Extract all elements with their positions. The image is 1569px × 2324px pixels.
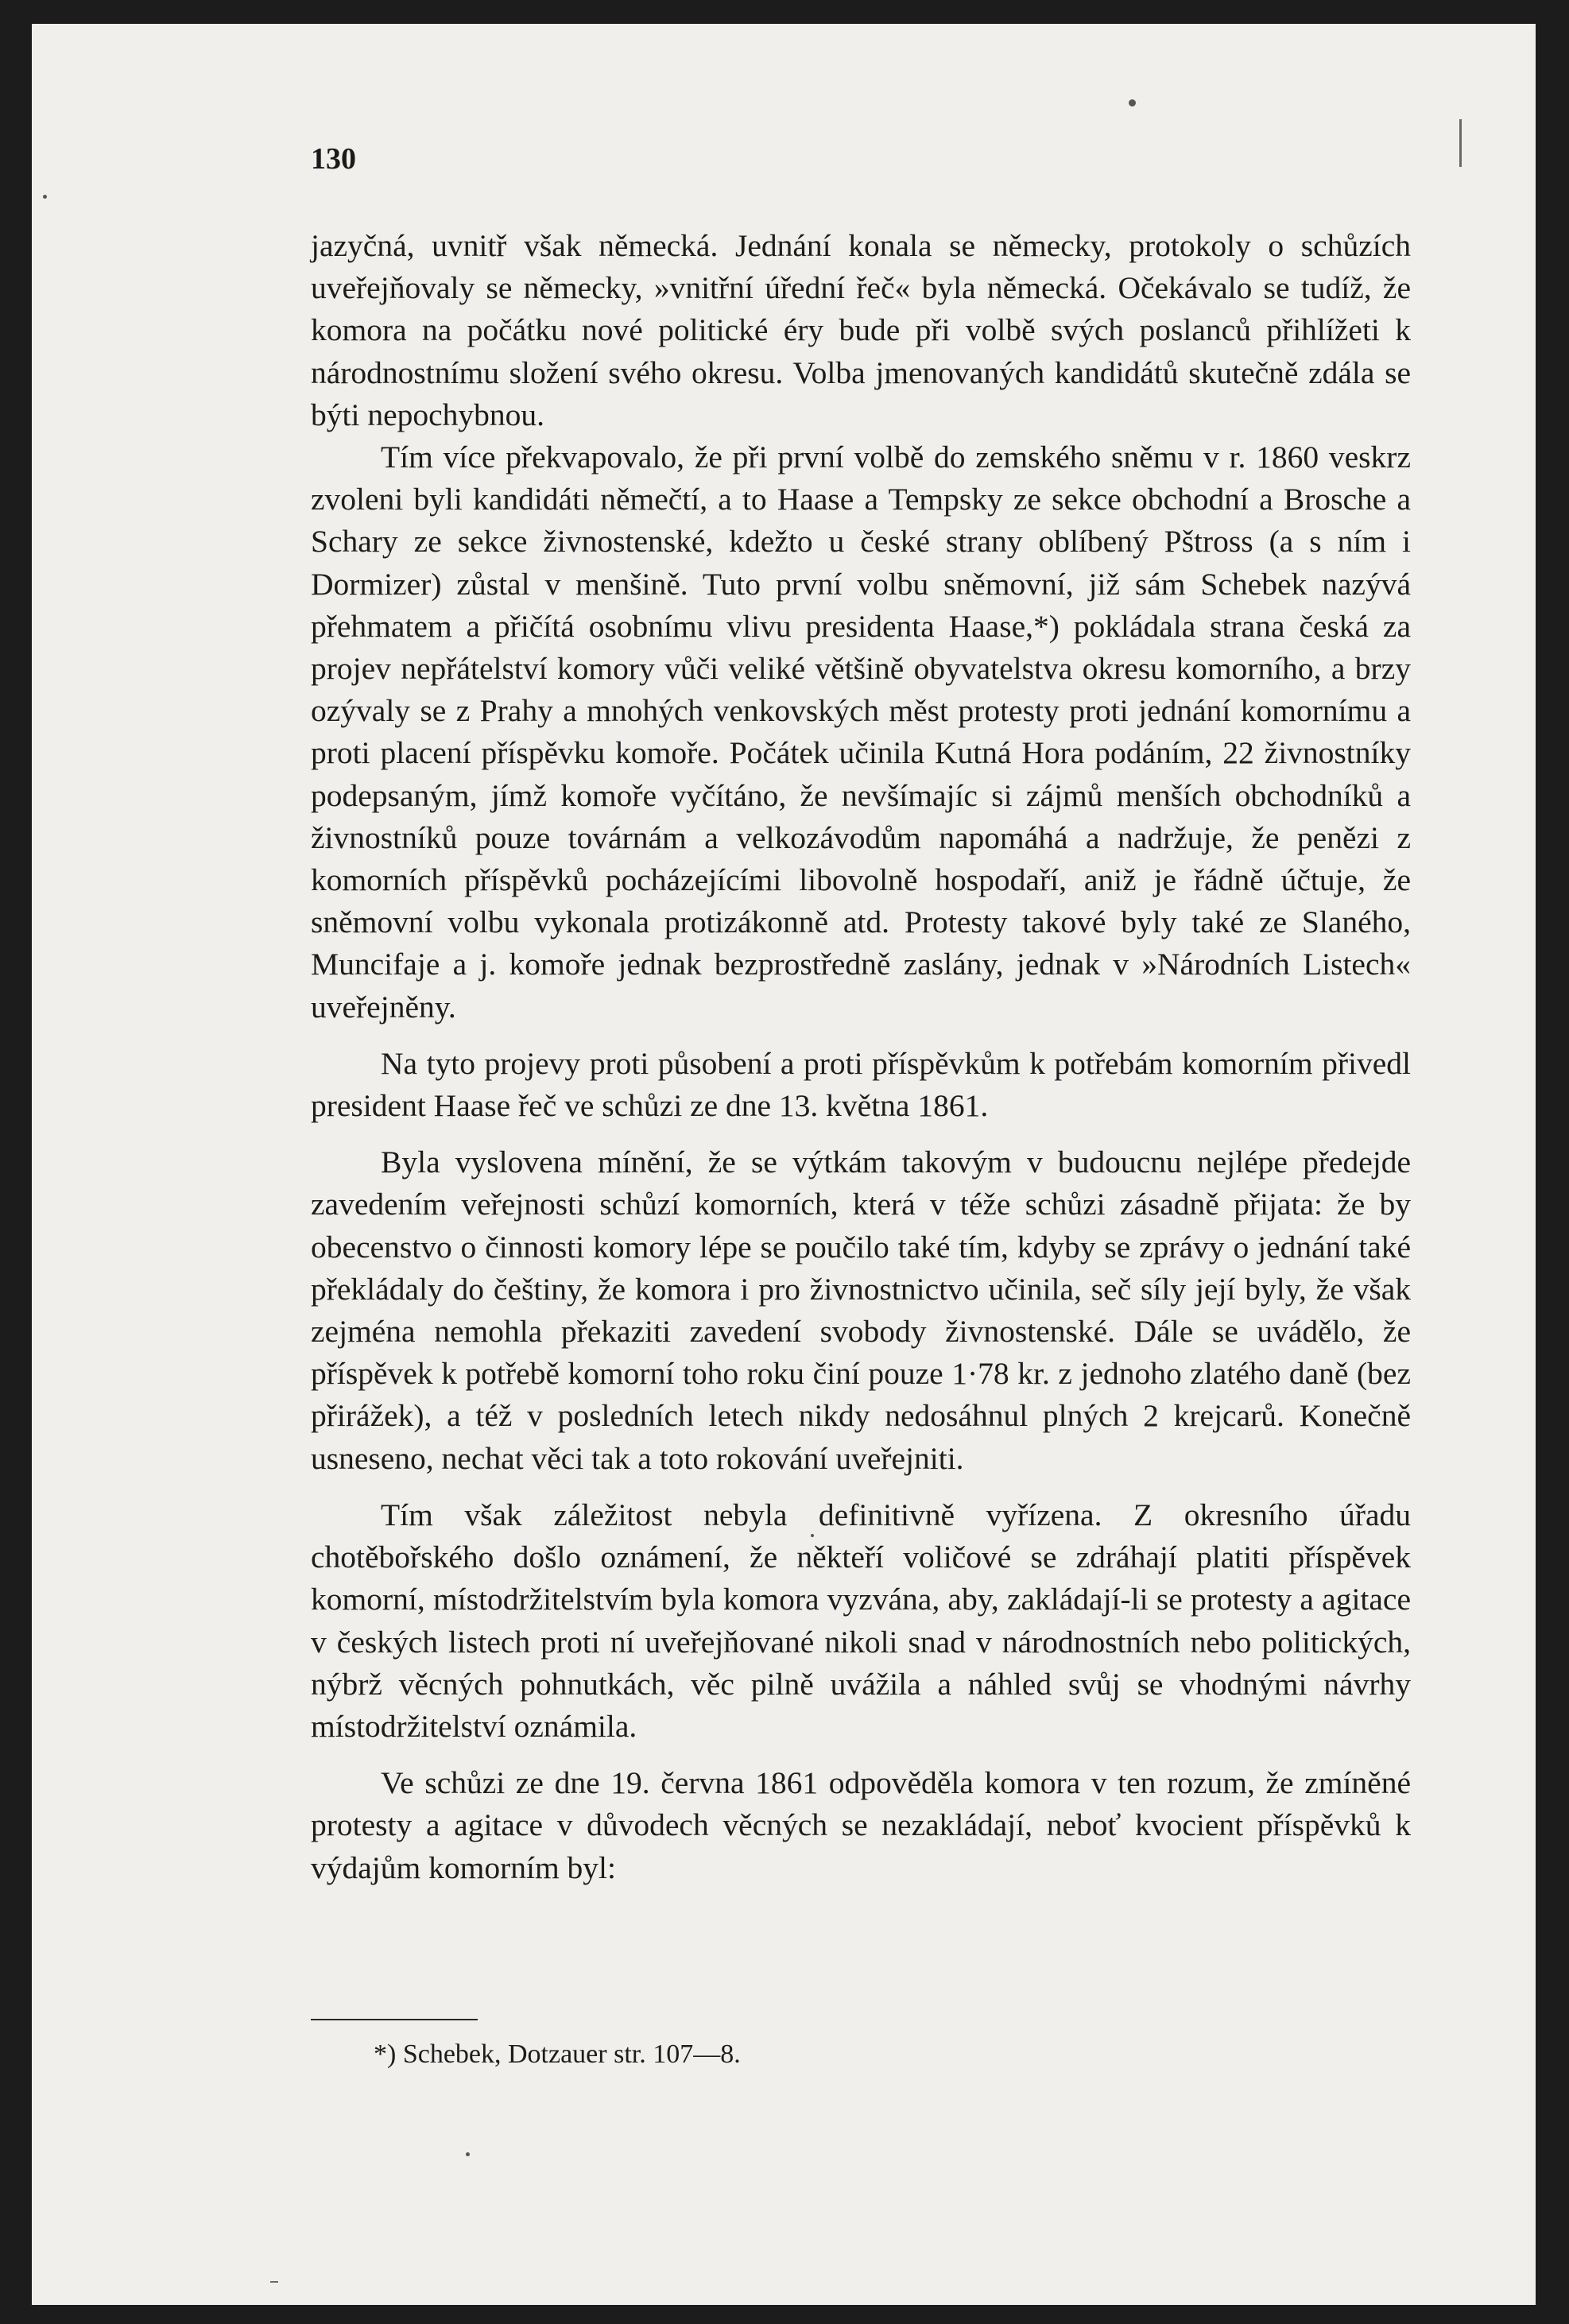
paragraph-6: Ve schůzi ze dne 19. června 1861 odpověděla komora v ten rozum, že zmíněné protesty a agitace v důvodech věcných se nezakládají, neboť kvocient příspěvků k výdajům komorním byl:: [311, 1765, 1411, 1885]
paragraph-4: Byla vyslovena mínění, že se výtkám takovým v budoucnu nejlépe předejde zavedením veřejnosti schůzí komorních, která v téže schůzi zásadně přijata: že by obecenstvo o činnosti komory lépe se poučilo také tím, kdyby se zprávy o jednání také překládaly do češtiny, že komora i pro živnostnictvo učinila, seč síly její byly, že však zejména nemohla překaziti zavedení svobody živnostenské. Dále se uvádělo, že příspěvek k potřebě komorní toho roku činí pouze 1·78 kr. z jednoho zlatého daně (bez přirážek), a též v posledních letech nikdy nedosáhnul plných 2 krejcarů. Konečně usneseno, nechat věci tak a toto rokování uveřejniti.: [311, 1145, 1411, 1476]
print-speck: [43, 195, 47, 199]
scan-mark: [270, 2281, 278, 2283]
footnote: *) Schebek, Dotzauer str. 107—8.: [374, 2039, 741, 2069]
print-speck: [466, 2152, 470, 2156]
paragraph-1: jazyčná, uvnitř však německá. Jednání konala se německy, protokoly o schůzích uveřejňovaly se německy, »vnitřní úřední řeč« byla německá. Očekávalo se tudíž, že komora na počátku nové politické éry bude při volbě svých poslanců přihlížeti k národnostnímu složení svého okresu. Volba jmenovaných kandidátů skutečně zdála se býti nepochybnou.: [311, 228, 1411, 432]
body-text: [311, 225, 1411, 1889]
paragraph-3: Na tyto projevy proti působení a proti příspěvkům k potřebám komorním přivedl president Haase řeč ve schůzi ze dne 13. května 1861.: [311, 1045, 1411, 1124]
footnote-divider: [311, 2019, 478, 2020]
paragraph-5: Tím však záležitost nebyla definitivně vyřízena. Z okresního úřadu chotěbořského došlo oznámení, že někteří voličové se zdráhají platiti příspěvek komorní, místodržitelstvím byla komora vyzvána, aby, zakládají-li se protesty a agitace v českých listech proti ní uveřejňované nikoli snad v národnostních nebo politických, nýbrž věcných pohnutkách, věc pilně uvážila a náhled svůj se vhodnými návrhy místodržitelství oznámila.: [311, 1497, 1411, 1744]
page-number: 130: [311, 142, 356, 176]
scan-mark: [1459, 119, 1462, 167]
print-speck: [1129, 99, 1136, 107]
paragraph-2: Tím více překvapovalo, že při první volbě do zemského sněmu v r. 1860 veskrz zvoleni byli kandidáti němečtí, a to Haase a Tempsky ze sekce obchodní a Brosche a Schary ze sekce živnostenské, kdežto u české strany oblíbený Pštross (a s ním i Dormizer) zůstal v menšině. Tuto první volbu sněmovní, již sám Schebek nazývá přehmatem a přičítá osobnímu vlivu presidenta Haase,*) pokládala strana česká za projev nepřátelství komory vůči veliké většině obyvatelstva okresu komorního, a brzy ozývaly se z Prahy a mnohých venkovských měst protesty proti jednání komornímu a proti placení příspěvku komoře. Počátek učinila Kutná Hora podáním, 22 živnostníky podepsaným, jímž komoře vyčítáno, že nevšímajíc si zájmů menších obchodníků a živnostníků pouze továrnám a velkozávodům napomáhá a nadržuje, že penězi z komorních příspěvků pocházejícími libovolně hospodaří, aniž je řádně účtuje, že sněmovní volbu vykonala protizákonně atd. Protesty takové byly také ze Slaného, Muncifaje a j. komoře jednak bezprostředně zaslány, jednak v »Národních Listech« uveřejněny.: [311, 440, 1411, 1024]
